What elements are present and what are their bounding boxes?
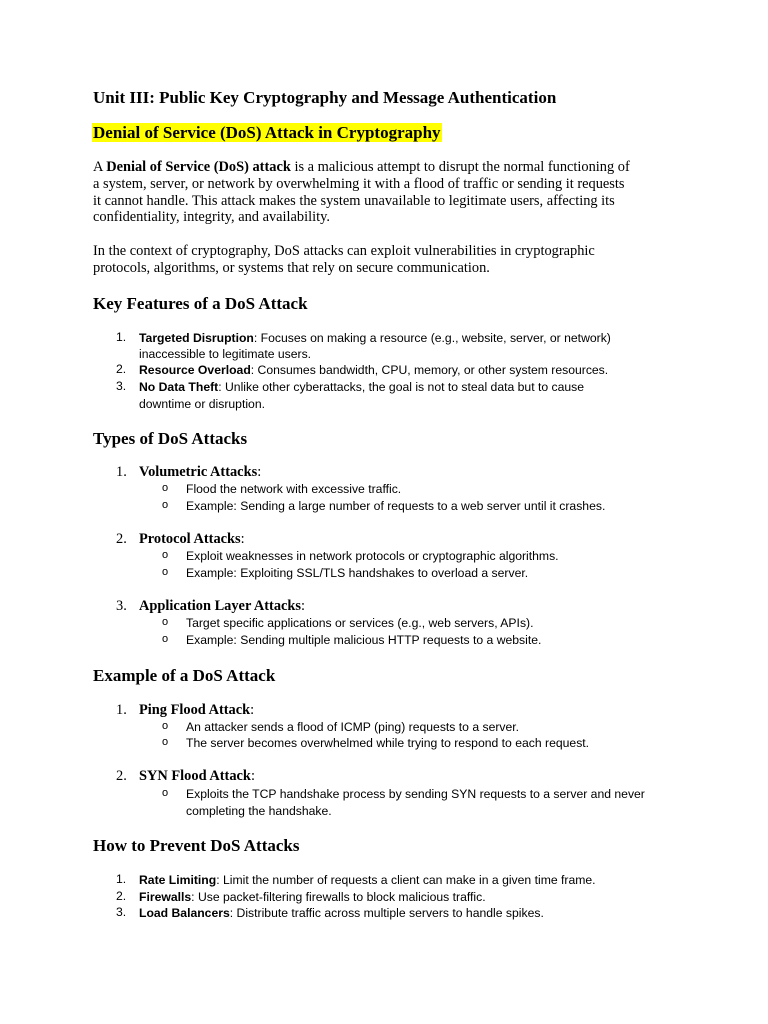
bullet-icon: o	[162, 566, 169, 578]
feature-number: 1.	[116, 330, 127, 344]
prevent-term: Load Balancers	[139, 906, 230, 920]
bullet-icon: o	[162, 787, 169, 799]
intro-line-4: confidentiality, integrity, and availability.	[93, 209, 330, 225]
intro-line-1	[93, 159, 630, 176]
type-colon: :	[240, 531, 245, 547]
prevent-text: : Distribute traffic across multiple servers to handle spikes.	[229, 906, 544, 920]
example-colon: :	[250, 768, 255, 784]
intro-line-3: it cannot handle. This attack makes the system unavailable to legitimate users, affecting its	[93, 193, 615, 209]
type-sub-item: Flood the network with excessive traffic.	[186, 482, 402, 496]
section-title-highlight: Denial of Service (DoS) Attack in Cryptography	[93, 123, 441, 142]
feature-item	[139, 379, 584, 396]
section-title	[92, 123, 442, 143]
prevent-heading: How to Prevent DoS Attacks	[93, 836, 300, 855]
prevent-text: : Use packet-filtering firewalls to block malicious traffic.	[191, 890, 486, 904]
example-sub-item-continuation: completing the handshake.	[186, 804, 332, 818]
context-line-1: In the context of cryptography, DoS attacks can exploit vulnerabilities in cryptographic	[93, 243, 595, 259]
bullet-icon: o	[162, 499, 169, 511]
prevent-item	[139, 905, 544, 922]
types-heading: Types of DoS Attacks	[93, 429, 248, 448]
feature-item-continuation: downtime or disruption.	[139, 397, 265, 411]
prevent-text: : Limit the number of requests a client can make in a given time frame.	[216, 873, 596, 887]
feature-term: Targeted Disruption	[139, 331, 254, 345]
type-title	[139, 531, 245, 548]
feature-term: Resource Overload	[139, 363, 251, 377]
type-title	[139, 464, 261, 481]
feature-text: : Unlike other cyberattacks, the goal is not to steal data but to cause	[218, 380, 585, 394]
type-colon: :	[301, 598, 306, 614]
example-sub-item: The server becomes overwhelmed while trying to respond to each request.	[186, 736, 590, 750]
feature-item	[139, 362, 608, 379]
feature-item-continuation: inaccessible to legitimate users.	[139, 347, 312, 361]
bullet-icon: o	[162, 736, 169, 748]
prevent-item	[139, 872, 596, 889]
type-sub-item: Example: Sending a large number of requests to a web server until it crashes.	[186, 499, 606, 513]
type-sub-item: Exploit weaknesses in network protocols or cryptographic algorithms.	[186, 549, 559, 563]
type-number: 1.	[116, 464, 127, 480]
context-line-2: protocols, algorithms, or systems that rely on secure communication.	[93, 260, 490, 276]
prevent-number: 1.	[116, 872, 127, 886]
bullet-icon: o	[162, 633, 169, 645]
bullet-icon: o	[162, 549, 169, 561]
example-title-text: Ping Flood Attack	[139, 702, 251, 718]
example-colon: :	[250, 702, 255, 718]
intro-line-2: a system, server, or network by overwhelming it with a flood of traffic or sending it requests	[93, 176, 625, 192]
prevent-term: Firewalls	[139, 890, 192, 904]
feature-item	[139, 330, 611, 347]
feature-term: No Data Theft	[139, 380, 219, 394]
bullet-icon: o	[162, 616, 169, 628]
example-number: 1.	[116, 702, 127, 718]
feature-text: : Focuses on making a resource (e.g., website, server, or network)	[253, 331, 611, 345]
example-title-text: SYN Flood Attack	[139, 768, 251, 784]
example-heading: Example of a DoS Attack	[93, 666, 276, 685]
example-title	[139, 702, 254, 719]
features-heading: Key Features of a DoS Attack	[93, 294, 308, 313]
intro-prefix: A	[93, 159, 107, 175]
unit-title: Unit III: Public Key Cryptography and Message Authentication	[93, 88, 557, 107]
prevent-number: 2.	[116, 889, 127, 903]
prevent-number: 3.	[116, 905, 127, 919]
intro-line-1-text: is a malicious attempt to disrupt the normal functioning of	[290, 159, 630, 175]
type-colon: :	[257, 464, 262, 480]
example-number: 2.	[116, 768, 127, 784]
type-sub-item: Target specific applications or services (e.g., web servers, APIs).	[186, 616, 534, 630]
type-title	[139, 598, 305, 615]
type-title-text: Protocol Attacks	[139, 531, 241, 547]
type-title-text: Volumetric Attacks	[139, 464, 258, 480]
example-title	[139, 768, 255, 785]
feature-number: 2.	[116, 362, 127, 376]
prevent-item	[139, 889, 486, 906]
prevent-term: Rate Limiting	[139, 873, 217, 887]
type-number: 2.	[116, 531, 127, 547]
type-sub-item: Example: Sending multiple malicious HTTP requests to a website.	[186, 633, 542, 647]
example-sub-item: Exploits the TCP handshake process by sending SYN requests to a server and never	[186, 787, 645, 801]
feature-number: 3.	[116, 379, 127, 393]
type-sub-item: Example: Exploiting SSL/TLS handshakes to overload a server.	[186, 566, 529, 580]
type-title-text: Application Layer Attacks	[139, 598, 302, 614]
intro-bold-term: Denial of Service (DoS) attack	[106, 159, 291, 175]
example-sub-item: An attacker sends a flood of ICMP (ping) requests to a server.	[186, 720, 520, 734]
type-number: 3.	[116, 598, 127, 614]
feature-text: : Consumes bandwidth, CPU, memory, or other system resources.	[250, 363, 609, 377]
bullet-icon: o	[162, 720, 169, 732]
bullet-icon: o	[162, 482, 169, 494]
